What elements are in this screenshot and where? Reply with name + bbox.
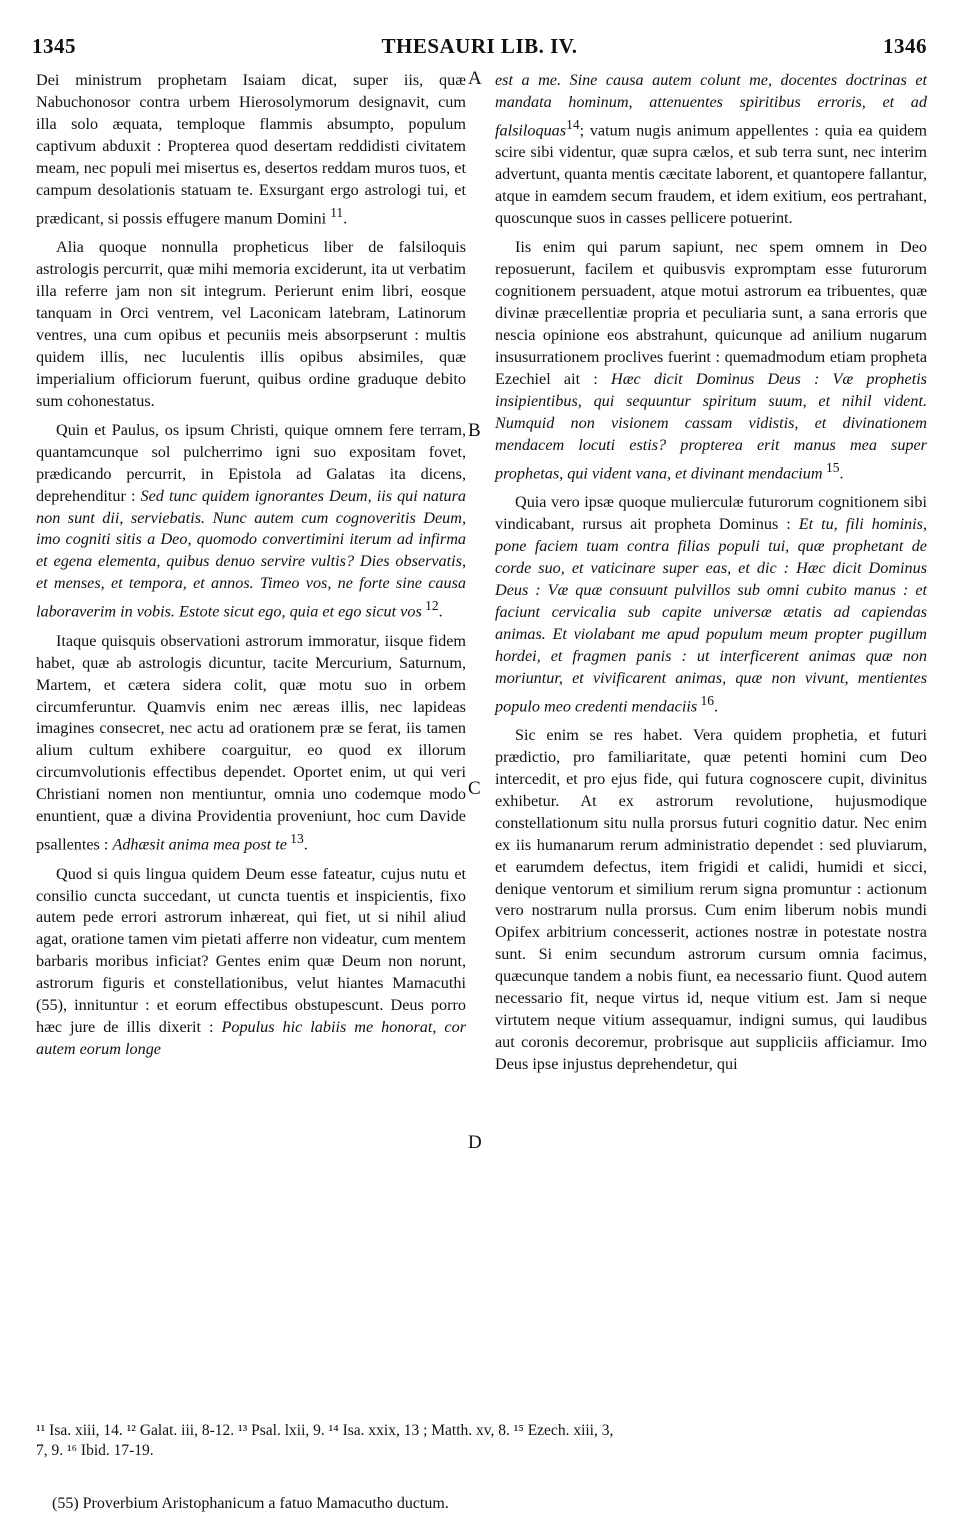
- running-header: [32, 34, 927, 62]
- paragraph: [495, 725, 927, 1076]
- left-page-number: 1345: [32, 34, 76, 58]
- body-text: Quin et Paulus, os ipsum Christi, quique omnem fere terram, quantamcunque sol pulcherrimo igni suo expositam fovet, prædicando percurrit, in Epistola ad Galatas ita dicens, deprehenditur :: [36, 420, 466, 505]
- body-text: .: [343, 209, 348, 228]
- scripture-quote: Hæc dicit Dominus Deus : Væ prophetis insipientibus, qui sequuntur spiritum suum, et nihil vident. Numquid non visionem cassam vidistis, et divinationem mendacem locuti estis? propterea erit manus mea super prophetas, qui vident vana, et divinant mendacium: [495, 369, 927, 482]
- margin-letter-c: C: [468, 778, 481, 799]
- paragraph: [36, 237, 466, 413]
- body-text: Quia vero ipsæ quoque mulierculæ futurorum cognitionem sibi vindicabant, rursus ait propheta Dominus :: [495, 492, 927, 533]
- body-text: .: [303, 835, 308, 854]
- right-page-number: 1346: [883, 34, 927, 58]
- margin-letter-b: B: [468, 420, 481, 441]
- scripture-quote: est a me. Sine causa autem colunt me, docentes doctrinas et mandata hominum, attenuentes spiritibus erroris, et ad falsiloquas: [495, 71, 927, 140]
- paragraph: [36, 420, 466, 624]
- margin-letter-a: A: [468, 68, 482, 89]
- paragraph: [495, 237, 927, 485]
- footnote-ref: 11: [330, 204, 344, 220]
- running-title: THESAURI LIB. IV.: [381, 34, 578, 58]
- footnote-ref: 15: [822, 459, 840, 475]
- margin-letter-d: D: [468, 1132, 482, 1153]
- body-text: ; vatum nugis animum appellentes : quia ea quidem scire sibi videntur, quæ supra cælos, et sub terra sunt, nec interim advertunt, quanta mentis cæcitate laborent, et quantopere fallantur, atque in eamdem secum fraudem, et idem exitium, eos pertrahant, quoscunque suos in casses pellicere potuerint.: [495, 121, 927, 228]
- paragraph: [36, 70, 466, 230]
- body-text: .: [714, 696, 719, 715]
- footnote-line-2: 7, 9. ¹⁶ Ibid. 17-19.: [36, 1442, 154, 1459]
- scripture-quote: Sed tunc quidem ignorantes Deum, iis qui natura non sunt dii, serviebatis. Nunc autem cum cognoveritis Deum, imo cogniti sitis a Deo, quomodo convertimini iterum ad infirma et egena elementa, quibus denuo servire vultis? Dies observatis, et menses, et tempora, et annos. Timeo vos, ne forte sine causa laboraverim in vobis. Estote sicut ego, quia et ego sicut vos: [36, 486, 467, 621]
- scripture-quote: Populus hic labiis me honorat, cor autem eorum longe: [36, 1018, 466, 1059]
- paragraph: [495, 492, 927, 718]
- body-text: Alia quoque nonnulla propheticus liber de falsiloquis astrologis percurrit, quæ mihi memoria exciderunt, ita ut verbatim illa referre jam non sit integrum. Perierunt enim libri, eosque tanquam in Orci ventrem, vel Laconicam latebram, Latinorum ventres, una cum opibus et pecuniis meis absorpserunt : multis quidem illis, nec luculentis illis opibus absimiles, quæ imperialium officiorum fuerunt, quibus ordine graduque debito sum cohonestatus.: [36, 238, 466, 410]
- footnote-ref: 14: [566, 116, 580, 132]
- right-column: [495, 70, 927, 1083]
- footnote-ref: 13: [286, 831, 304, 847]
- footnote-ref: 12: [421, 598, 439, 614]
- scripture-quote: Et tu, fili hominis, pone faciem tuam contra filias populi tui, quæ prophetant de corde suo, et vaticinare super eas, et dic : Hæc dicit Dominus Deus : Væ quæ consuunt pulvillos sub omni cubito manus : et faciunt cervicalia sub capite universæ ætatis ad capiendas animas. Et violabant me apud populum meum propter pugillum hordei, et fragmen panis : ut interficerent animas quæ non moriuntur, et vivificarent animas, quæ non vivunt, mentientes populo meo credenti mendaciis: [495, 514, 927, 715]
- body-text: .: [438, 602, 443, 621]
- body-text: Quod si quis lingua quidem Deum esse fateatur, cujus nutu et consilio cuncta succedant, ut cuncta tuentis et inspicientis, fixo autem pede errori astrorum inhæreat, qui fiet, ut si nihil aliud agat, oratione tamen vim pietati afferre non videatur, cum mentem barbaris moribus inficiat? Gentes enim quæ Deum non norunt, astrorum figuris et constellationibus, velut hiantes Mamacuthi (55), innituntur : et eorum effectibus obstupescunt. Deus porro hæc jure de illis dixerit :: [36, 864, 466, 1037]
- footnote-line-1: ¹¹ Isa. xiii, 14. ¹² Galat. iii, 8-12. ¹³ Psal. lxii, 9. ¹⁴ Isa. xxix, 13 ; Matth. xv, 8. ¹⁵ Ezech. xiii, 3,: [36, 1422, 614, 1439]
- paragraph: [495, 70, 927, 230]
- body-text: Iis enim qui parum sapiunt, nec spem omnem in Deo reposuerunt, facilem et quibusvis expromptam esse futurorum cognitionem persuadent, atque motui astrorum ea tribuentes, quæ divinæ præcellentiæ propria et peculiaria sunt, a sana erroris que nescia opinione eos abstrahunt, quicunque ad anilium nugarum insusurrationem proclives fuerint : quemadmodum etiam propheta Ezechiel ait :: [495, 238, 927, 388]
- scripture-quote: Adhæsit anima mea post te: [112, 835, 287, 854]
- editor-note-55: (55) Proverbium Aristophanicum a fatuo Mamacutho ductum.: [52, 1495, 449, 1512]
- body-text: Dei ministrum prophetam Isaiam dicat, super iis, quæ Nabuchonosor contra urbem Hierosolymorum designavit, cum illa solo æquata, temploque flammis absumpto, populum captivum abduxit : Propterea quod desertam reddidisti civitatem meam, nec populi mei misertus es, desertos reddam muros tuos, et campum desolationis statuam te. Exsurgant ergo astrologi tui, et prædicant, si possis effugere manum Domini: [36, 71, 466, 228]
- paragraph: [36, 864, 466, 1062]
- paragraph: [36, 631, 466, 857]
- body-text: .: [839, 463, 844, 482]
- left-column: [36, 70, 466, 1068]
- body-text: Sic enim se res habet. Vera quidem prophetia, et futuri prædictio, pro familiaritate, quæ petenti homini cum Deo intercedit, et pro ejus fide, qui futura cognoscere cupit, divinitus exhibetur. At ex astrorum revolutione, hujusmodique constellationum situ nulla prorsus futuri cognitio datur. Nec enim ex iis humanarum rerum administratio dependet : sed pluviarum, et earumdem defectus, item frigidi et calidi, humidi et sicci, denique ventorum et similium rerum signa promuntur : actionum vero nostrarum nulla prorsus. Cum enim liberum nobis mundi Opifex arbitrium concesserit, actiones nostræ in potestate nostra sunt. Si enim secundum astrorum cursum omnia facimus, quæcunque tandem a nobis fiunt, ea necessario fiunt. Quod autem necessario fit, neque virtus id, neque vitium est. Jam si neque virtutem neque vitium assequamur, indigni sumus, qui laudibus aut coronis decoremur, probrisque aut suppliciis afficiamur. Imo Deus ipse injustus deprehendetur, qui: [495, 725, 927, 1074]
- body-text: Itaque quisquis observationi astrorum immoratur, iisque fidem habet, quæ ab astrologis dicuntur, tacite Mercurium, Saturnum, Martem, et cætera sidera colit, quæ motu suo in orbem circumferuntur. Quamvis enim nec æreas illis, nec lapideas imagines consecret, nec actu ad orationem præ se ferat, iis tamen alium cultum exhibere coarguitur, eo quod ex illorum circumvolutionis effectibus dependet. Oportet enim, ut qui veri Christiani nomen non mentiuntur, omnia uno codemque modo enuntient, quæ a divina Providentia proveniunt, hoc cum Davide psallentes :: [36, 631, 466, 854]
- footnote-ref: 16: [697, 692, 715, 708]
